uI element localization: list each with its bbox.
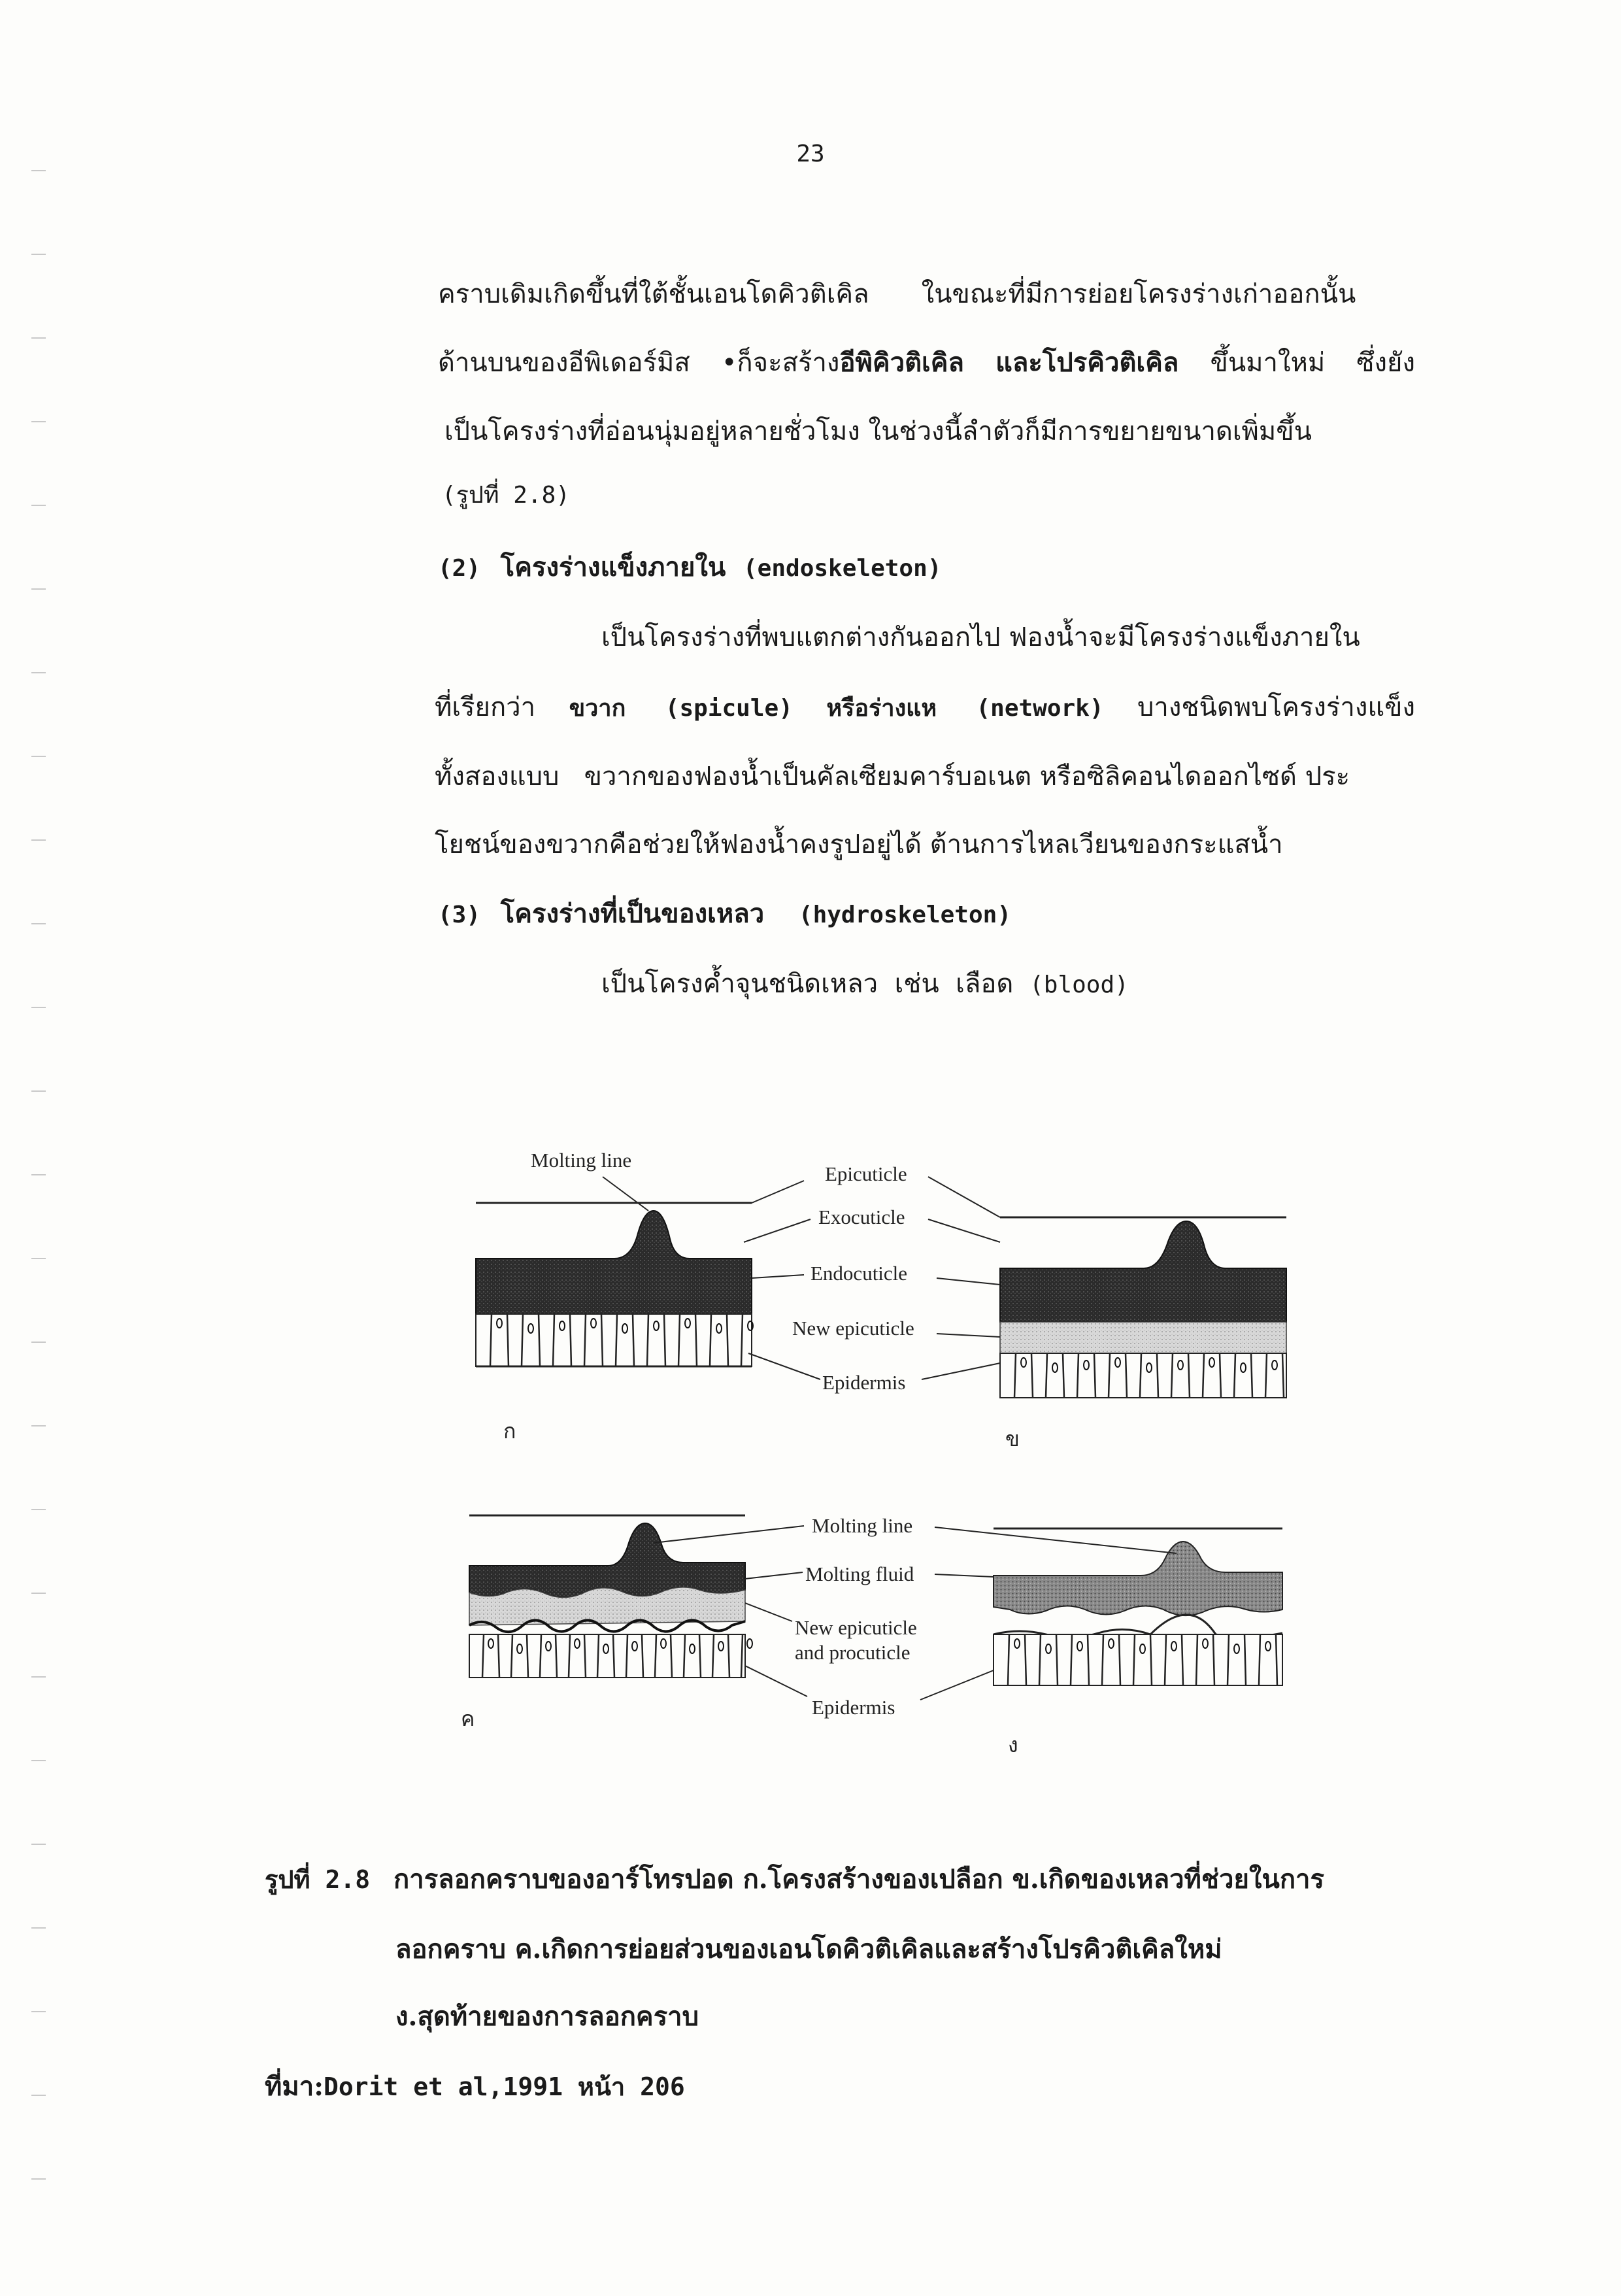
page-number: 23 xyxy=(796,141,825,167)
section-2-title-thai: โครงร่างแข็งภายใน xyxy=(500,552,726,582)
panel-b-diagram xyxy=(1000,1217,1286,1398)
p1-procuticle-term: และโปรคิวติเคิล xyxy=(995,347,1179,378)
section-2-line-4: โยชน์ของขวากคือช่วยให้ฟองน้ำคงรูปอยู่ได้ ต้านการไหลเวียนของกระแสน้ำ xyxy=(435,830,1283,860)
p1-line-2-a: ด้านบนของอีพิเดอร์มิส •ก็จะสร้าง xyxy=(438,348,840,378)
panel-d-diagram xyxy=(994,1528,1282,1685)
label-molting-line-bottom: Molting line xyxy=(812,1514,913,1537)
label-epidermis-bottom: Epidermis xyxy=(812,1696,895,1719)
source-text: Dorit et al,1991 หน้า 206 xyxy=(323,2072,685,2101)
s3-line-1-a: เป็นโครงค้ำจุนชนิดเหลว เช่น เลือด xyxy=(601,969,1014,999)
panel-a-diagram xyxy=(476,1203,753,1366)
section-2-number: (2) xyxy=(438,555,481,582)
caption-text-1: การลอกคราบของอาร์โทรปอด ก.โครงสร้างของเปลือก ข.เกิดของเหลวที่ช่วยในการ xyxy=(393,1864,1324,1895)
panel-letter-a: ก xyxy=(503,1419,516,1443)
figure-caption-line-1 xyxy=(265,1866,1324,1893)
paragraph-1-line-4: (รูปที่ 2.8) xyxy=(442,482,570,509)
section-2-line-3: ทั้งสองแบบ ขวากของฟองน้ำเป็นคัลเซียมคาร์บอเนต หรือซิลิคอนไดออกไซด์ ประ xyxy=(435,762,1350,792)
p1-line-2-d: ขึ้นมาใหม่ ซึ่งยัง xyxy=(1210,348,1415,378)
label-new-epicuticle-and: New epicuticle xyxy=(795,1616,917,1639)
section-2-title-en: (endoskeleton) xyxy=(743,555,942,582)
figure-caption-line-2: ลอกคราบ ค.เกิดการย่อยส่วนของเอนโดคิวติเคิลและสร้างโปรคิวติเคิลใหม่ xyxy=(395,1934,1222,1965)
source-label: ที่มา: xyxy=(265,2071,324,2102)
label-epicuticle: Epicuticle xyxy=(825,1162,907,1185)
s3-blood-term: (blood) xyxy=(1029,971,1129,998)
panel-letter-b: ข xyxy=(1005,1427,1020,1451)
section-2-line-1: เป็นโครงร่างที่พบแตกต่างกันออกไป ฟองน้ำจะมีโครงร่างแข็งภายใน xyxy=(601,622,1360,652)
label-and-procuticle: and procuticle xyxy=(795,1641,911,1664)
cell-nucleus xyxy=(747,1639,752,1648)
label-exocuticle: Exocuticle xyxy=(818,1206,905,1228)
p1-epicuticle-term: อีพิคิวติเคิล xyxy=(839,347,964,378)
p1-line-1-a: คราบเดิมเกิดขึ้นที่ใต้ชั้นเอนโดคิวติเคิล xyxy=(438,279,869,309)
label-molting-line-top: Molting line xyxy=(531,1149,632,1172)
caption-label: รูปที่ 2.8 xyxy=(265,1865,371,1894)
panel-c-diagram xyxy=(469,1515,752,1678)
panel-letter-d: ง xyxy=(1008,1732,1018,1757)
figure-source xyxy=(265,2071,685,2102)
label-new-epicuticle: New epicuticle xyxy=(792,1317,914,1340)
section-3-title-en: (hydroskeleton) xyxy=(798,902,1011,928)
panel-letter-c: ค xyxy=(461,1706,475,1731)
s2-network-term: หรือร่างแห (network) xyxy=(826,695,1104,722)
s2-line-2-d: บางชนิดพบโครงร่างแข็ง xyxy=(1137,692,1416,722)
s2-line-2-a: ที่เรียกว่า xyxy=(435,692,536,722)
label-endocuticle: Endocuticle xyxy=(811,1262,908,1285)
s2-spicule-term: ขวาก (spicule) xyxy=(569,695,793,722)
label-epidermis-top: Epidermis xyxy=(822,1371,906,1394)
p1-line-1-b: ในขณะที่มีการย่อยโครงร่างเก่าออกนั้น xyxy=(921,279,1356,309)
paragraph-1-line-3: เป็นโครงร่างที่อ่อนนุ่มอยู่หลายชั่วโมง ในช่วงนี้ลำตัวก็มีการขยายขนาดเพิ่มขึ้น xyxy=(444,416,1312,447)
section-3-number: (3) xyxy=(438,902,481,928)
label-molting-fluid: Molting fluid xyxy=(805,1562,914,1585)
section-3-title-thai: โครงร่างที่เป็นของเหลว xyxy=(500,898,765,929)
figure-caption-line-3: ง.สุดท้ายของการลอกคราบ xyxy=(395,2001,699,2032)
